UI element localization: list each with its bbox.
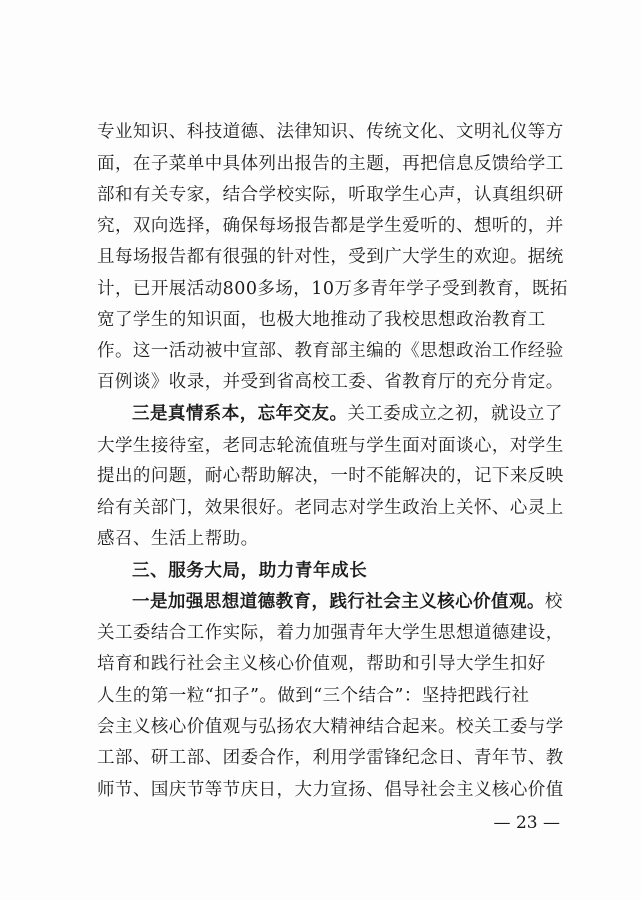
body-text-line: 宽了学生的知识面，也极大地推动了我校思想政治教育工 bbox=[97, 310, 546, 330]
body-text-line: 究，双向选择，确保每场报告都是学生爱听的、想听的，并 bbox=[97, 216, 564, 236]
body-text-line: 专业知识、科技道德、法律知识、传统文化、文明礼仪等方 bbox=[97, 122, 564, 142]
body-text-line: 部和有关专家，结合学校实际，听取学生心声，认真组织研 bbox=[97, 185, 564, 205]
paragraph-3-text: 关工委成立之初，就设立了 bbox=[347, 404, 563, 424]
body-text-line: 且每场报告都有很强的针对性，受到广大学生的欢迎。据统 bbox=[97, 247, 564, 267]
body-text-line: 人生的第一粒“扣子”。做到“三个结合”：坚持把践行社 bbox=[97, 686, 530, 706]
body-text-line: 作。这一活动被中宣部、教育部主编的《思想政治工作经验 bbox=[97, 341, 564, 361]
body-text-line: 百例谈》收录，并受到省高校工委、省教育厅的充分肯定。 bbox=[97, 372, 564, 392]
body-text-line: 感召、生活上帮助。 bbox=[97, 529, 259, 549]
body-text-line: 面，在子菜单中具体列出报告的主题，再把信息反馈给学工 bbox=[97, 154, 564, 174]
body-text-line: 会主义核心价值观与弘扬农大精神结合起来。校关工委与学 bbox=[97, 717, 564, 737]
paragraph-4-lead: 一是加强思想道德教育，践行社会主义核心价值观。 bbox=[132, 592, 545, 612]
section-heading: 三、服务大局，助力青年成长 bbox=[132, 561, 368, 581]
body-text-line: 给有关部门，效果很好。老同志对学生政治上关怀、心灵上 bbox=[97, 498, 564, 518]
body-text-line: 关工委结合工作实际，着力加强青年大学生思想道德建设， bbox=[97, 623, 564, 643]
body-text-line: 培育和践行社会主义核心价值观，帮助和引导大学生扣好 bbox=[97, 654, 546, 674]
body-text-line: 计，已开展活动800多场，10万多青年学子受到教育，既拓 bbox=[97, 279, 568, 299]
body-text-line: 师节、国庆节等节庆日，大力宣扬、倡导社会主义核心价值 bbox=[97, 780, 564, 800]
paragraph-4-text: 校 bbox=[544, 592, 563, 612]
body-text-line: 提出的问题，耐心帮助解决，一时不能解决的，记下来反映 bbox=[97, 466, 564, 486]
body-text-line: 工部、研工部、团委合作，利用学雷锋纪念日、青年节、教 bbox=[97, 748, 564, 768]
body-text-line: 大学生接待室，老同志轮流值班与学生面对面谈心，对学生 bbox=[97, 436, 564, 456]
paragraph-3-lead: 三是真情系本，忘年交友。 bbox=[132, 404, 348, 424]
page-number: — 23 — bbox=[493, 813, 560, 833]
